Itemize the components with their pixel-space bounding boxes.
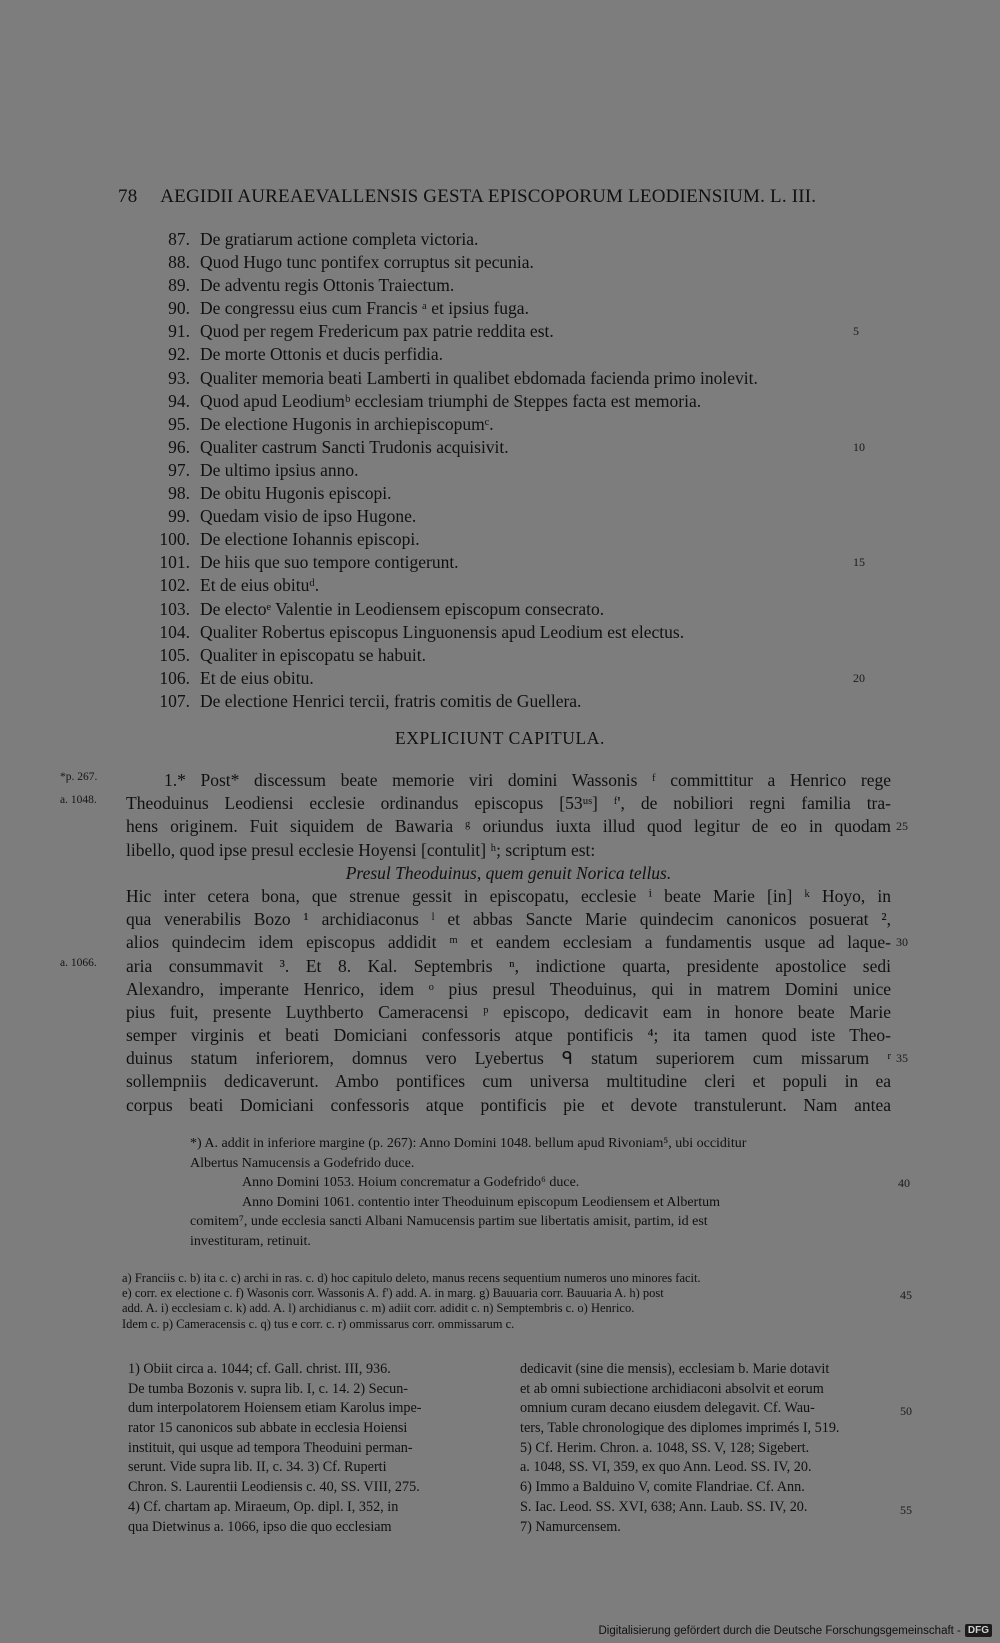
- toc-number: 95.: [168, 413, 190, 434]
- line-number: 25: [896, 819, 908, 834]
- text-line: Presul Theoduinus, quem genuit Norica tellus.: [345, 862, 672, 883]
- toc-entry: [148, 598, 908, 621]
- margin-annotation: a. 1048.: [60, 794, 97, 807]
- toc-title: Qualiter castrum Sancti Trudonis acquisivit.: [200, 436, 509, 457]
- toc-title: De hiis que suo tempore contigerunt.: [200, 552, 459, 573]
- toc-number: 98.: [168, 483, 190, 504]
- toc-entry: [148, 343, 908, 366]
- note-line: Anno Domini 1061. contentio inter Theoduinum episcopum Leodiensem et Albertum: [242, 1194, 720, 1210]
- footnote-line: S. Iac. Leod. SS. XVI, 638; Ann. Laub. SS. IV, 20.: [520, 1498, 808, 1515]
- footer-text: Digitalisierung gefördert durch die Deutsche Forschungsgemeinschaft -: [598, 1624, 961, 1637]
- toc-title: De electoᵉ Valentie in Leodiensem episcopum consecrato.: [200, 598, 605, 619]
- margin-annotation: a. 1066.: [60, 956, 97, 969]
- toc-title: Quedam visio de ipso Hugone.: [200, 506, 417, 527]
- footnote-line: ters, Table chronologique des diplomes imprimés I, 519.: [520, 1420, 840, 1437]
- toc-entry: [148, 505, 908, 528]
- footnote-line: 7) Namurcensem.: [520, 1518, 621, 1535]
- line-number: 15: [853, 555, 865, 570]
- main-text: [60, 769, 908, 1117]
- line-number: 45: [900, 1288, 912, 1303]
- footnote-line: 4) Cf. chartam ap. Miraeum, Op. dipl. I, 352, in: [128, 1498, 399, 1515]
- margin-annotation: *p. 267.: [60, 771, 98, 783]
- dfg-logo: DFG: [965, 1624, 992, 1637]
- footnote-line: dum interpolatorem Hoiensem etiam Karolus impe-: [128, 1400, 422, 1417]
- toc-title: Qualiter in episcopatu se habuit.: [200, 644, 426, 665]
- footnote-line: qua Dietwinus a. 1066, ipso die quo ecclesiam: [128, 1518, 392, 1535]
- toc-entry: [148, 690, 908, 713]
- line-number: 10: [853, 439, 865, 454]
- toc-number: 88.: [168, 252, 190, 273]
- text-line: alios quindecim idem episcopus addidit ᵐ et eandem ecclesiam a fundamentis usque ad laque-: [126, 932, 891, 953]
- variant-line: e) corr. ex electione c. f) Wasonis corr. Wassonis A. f') add. A. in marg. g) Bauuaria corr. Bauuaria A. h) post: [122, 1286, 664, 1301]
- toc-title: Et de eius obituᵈ.: [200, 575, 320, 596]
- toc-title: Qualiter Robertus episcopus Linguonensis apud Leodium est electus.: [200, 621, 685, 642]
- toc-number: 100.: [159, 529, 190, 550]
- toc-entry: [148, 390, 908, 413]
- footnotes-left-column: [128, 1360, 503, 1537]
- footnote-line: omnium curam decano eiusdem delegavit. Cf. Wau-: [520, 1400, 815, 1417]
- text-line: 1.* Post* discessum beate memorie viri domini Wassonis ᶠ committitur a Henrico rege: [164, 770, 891, 790]
- toc-title: De adventu regis Ottonis Traiectum.: [200, 275, 455, 296]
- text-line: sollempniis dedicaverunt. Ambo pontifices cum universa multitudine cleri et populi in ea: [126, 1071, 891, 1092]
- toc-title: Qualiter memoria beati Lamberti in qualibet ebdomada facienda primo inolevit.: [200, 367, 758, 388]
- digitization-footer: [598, 1624, 992, 1637]
- toc-number: 102.: [159, 575, 190, 596]
- toc-entry: [148, 574, 908, 597]
- toc-entry: [148, 528, 908, 551]
- toc-number: 92.: [168, 344, 190, 365]
- toc-entry: [148, 413, 908, 436]
- toc-number: 96.: [168, 436, 190, 457]
- toc-title: De gratiarum actione completa victoria.: [200, 229, 479, 249]
- toc-entry: [148, 667, 908, 690]
- toc-number: 87.: [168, 229, 190, 249]
- toc-title: De electione Henrici tercii, fratris comitis de Guellera.: [200, 690, 582, 711]
- toc-number: 97.: [168, 459, 190, 480]
- text-line: Hic inter cetera bona, que strenue gessit in episcopatu, ecclesie ⁱ beate Marie [in] ᵏ Hoyo, in: [126, 885, 891, 906]
- text-line: Alexandro, imperante Henrico, idem ᵒ pius presul Theoduinus, qui in matrem Domini unice: [126, 978, 891, 999]
- text-line: libello, quod ipse presul ecclesie Hoyensi [contulit] ʰ; scriptum est:: [126, 839, 596, 860]
- toc-title: De ultimo ipsius anno.: [200, 459, 359, 480]
- toc-title: De electione Iohannis episcopi.: [200, 529, 420, 550]
- footnote-line: Chron. S. Laurentii Leodiensis c. 40, SS. VIII, 275.: [128, 1479, 420, 1496]
- header-title: AEGIDII AUREAEVALLENSIS GESTA EPISCOPORUM LEODIENSIUM. L. III.: [160, 186, 817, 207]
- toc-title: Quod Hugo tunc pontifex corruptus sit pecunia.: [200, 252, 534, 273]
- footnotes-right-column: [520, 1360, 912, 1537]
- toc-entry: [148, 436, 908, 459]
- toc-number: 93.: [168, 367, 190, 388]
- toc-title: De electione Hugonis in archiepiscopumᶜ.: [200, 413, 494, 434]
- chapter-list: [148, 228, 908, 713]
- variant-notes: [122, 1271, 912, 1332]
- text-line: semper virginis et beati Domiciani confessoris atque pontificis ⁴; ita tamen quod iste Theo-: [126, 1025, 891, 1046]
- toc-entry: [148, 621, 908, 644]
- variant-line: Idem c. p) Cameracensis c. q) tus e corr. c. r) ommissarus corr. ommissarum c.: [122, 1316, 515, 1331]
- line-number: 55: [900, 1502, 912, 1517]
- toc-entry: [148, 297, 908, 320]
- note-line: investituram, retinuit.: [190, 1233, 311, 1249]
- line-number: 50: [900, 1404, 912, 1419]
- running-header: [118, 186, 858, 208]
- toc-entry: [148, 482, 908, 505]
- text-line: aria consummavit ³. Et 8. Kal. Septembris ⁿ, indictione quarta, presidente apostolice sedi: [126, 955, 891, 976]
- variant-line: a) Franciis c. b) ita c. c) archi in ras. c. d) hoc capitulo deleto, manus recens sequentium numeros uno minores facit.: [122, 1271, 701, 1285]
- footnote-line: a. 1048, SS. VI, 359, ex quo Ann. Leod. SS. IV, 20.: [520, 1459, 812, 1476]
- footnote-line: dedicavit (sine die mensis), ecclesiam b. Marie dotavit: [520, 1361, 830, 1377]
- footnote-line: 1) Obiit circa a. 1044; cf. Gall. christ. III, 936.: [128, 1361, 391, 1377]
- line-number: 30: [896, 935, 908, 950]
- toc-title: Quod per regem Fredericum pax patrie reddita est.: [200, 321, 554, 342]
- toc-number: 107.: [159, 690, 190, 711]
- text-line: corpus beati Domiciani confessoris atque pontificis pie et devote transtulerunt. Nam antea: [126, 1094, 891, 1115]
- footnote-line: 5) Cf. Herim. Chron. a. 1048, SS. V, 128; Sigebert.: [520, 1439, 810, 1456]
- toc-number: 99.: [168, 506, 190, 527]
- toc-entry: [148, 367, 908, 390]
- toc-number: 89.: [168, 275, 190, 296]
- toc-title: De congressu eius cum Francis ᵃ et ipsius fuga.: [200, 298, 529, 319]
- explicit-heading: EXPLICIUNT CAPITULA.: [394, 728, 605, 748]
- toc-entry: [148, 274, 908, 297]
- toc-number: 101.: [159, 552, 190, 573]
- toc-number: 90.: [168, 298, 190, 319]
- page-number: 78: [118, 186, 138, 207]
- toc-number: 91.: [168, 321, 190, 342]
- toc-number: 104.: [159, 621, 190, 642]
- footnote-line: 6) Immo a Balduino V, comite Flandriae. Cf. Ann.: [520, 1479, 805, 1496]
- note-line: comitem⁷, unde ecclesia sancti Albani Namucensis partim sue libertatis amisit, partim, id est: [190, 1214, 708, 1229]
- note-line: Albertus Namucensis a Godefrido duce.: [190, 1155, 415, 1171]
- note-line: *) A. addit in inferiore margine (p. 267): Anno Domini 1048. bellum apud Rivoniam⁵, ubi occiditur: [190, 1136, 747, 1151]
- marginal-addition-note: [190, 1134, 910, 1251]
- footnote-line: De tumba Bozonis v. supra lib. I, c. 14. 2) Secun-: [128, 1380, 409, 1397]
- text-line: qua venerabilis Bozo ¹ archidiaconus ˡ et abbas Sancte Marie quindecim canonicos posuerat ²,: [126, 909, 891, 930]
- toc-entry: [148, 551, 908, 574]
- toc-title: De morte Ottonis et ducis perfidia.: [200, 344, 443, 365]
- toc-entry: [148, 228, 908, 251]
- toc-entry: [148, 251, 908, 274]
- footnote-line: instituit, qui usque ad tempora Theoduini perman-: [128, 1439, 413, 1456]
- toc-title: Quod apud Leodiumᵇ ecclesiam triumphi de Steppes facta est memoria.: [200, 390, 702, 411]
- text-line: hens originem. Fuit siquidem de Bawaria ᵍ oriundus iuxta illud quod legitur de eo in quodam: [126, 816, 891, 837]
- toc-number: 105.: [159, 644, 190, 665]
- footnote-line: serunt. Vide supra lib. II, c. 34. 3) Cf. Ruperti: [128, 1459, 387, 1476]
- note-line: Anno Domini 1053. Hoium concrematur a Godefrido⁶ duce.: [242, 1175, 580, 1190]
- toc-title: De obitu Hugonis episcopi.: [200, 483, 392, 504]
- line-number: 20: [853, 670, 865, 685]
- toc-number: 106.: [159, 667, 190, 688]
- footnote-line: et ab omni subiectione archidiaconi absolvit et eorum: [520, 1380, 824, 1397]
- footnote-line: rator 15 canonicos sub abbate in ecclesia Hoiensi: [128, 1420, 408, 1437]
- toc-number: 103.: [159, 598, 190, 619]
- line-number: 5: [853, 324, 859, 339]
- text-line: Theoduinus Leodiensi ecclesie ordinandus episcopus [53ᵘˢ] ᶠ', de nobiliori regni familia tra-: [126, 793, 891, 814]
- line-number: 35: [896, 1051, 908, 1066]
- toc-entry: [148, 644, 908, 667]
- text-line: duinus statum inferiorem, domnus vero Lyebertus ᑫ statum superiorem cum missarum ʳ: [126, 1048, 891, 1069]
- toc-title: Et de eius obitu.: [200, 667, 314, 688]
- toc-number: 94.: [168, 390, 190, 411]
- line-number: 40: [898, 1176, 910, 1190]
- variant-line: add. A. i) ecclesiam c. k) add. A. l) archidianus c. m) adiit corr. adidit c. n) Semptembris c. o) Henrico.: [122, 1301, 635, 1316]
- toc-entry: [148, 459, 908, 482]
- toc-entry: [148, 320, 908, 343]
- text-line: pius fuit, presente Luythberto Cameracensi ᵖ episcopo, dedicavit eam in honore beate Marie: [126, 1001, 891, 1022]
